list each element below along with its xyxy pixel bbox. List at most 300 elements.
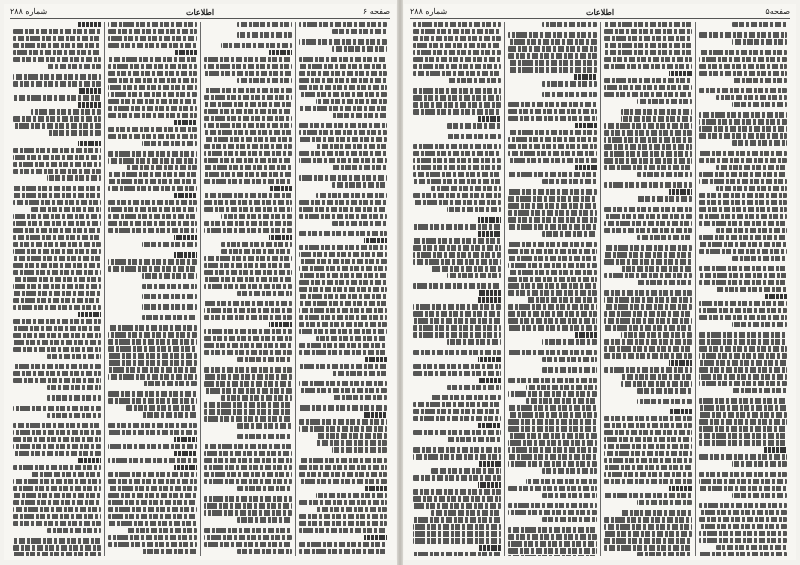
print-line (621, 332, 692, 337)
print-line (604, 325, 692, 330)
right-page-number: صفحه۵ (765, 7, 790, 16)
print-line (621, 510, 692, 515)
print-line (716, 228, 787, 233)
print-line (237, 423, 292, 428)
print-line (47, 64, 102, 69)
print-line (108, 214, 196, 219)
entry-number-mark (269, 50, 292, 55)
entry-number-mark (364, 412, 387, 417)
print-line (508, 144, 596, 149)
print-line (699, 32, 787, 37)
print-line (31, 472, 102, 477)
print-line (699, 200, 787, 205)
print-line (108, 458, 196, 463)
print-line (413, 318, 501, 323)
print-line (413, 88, 501, 93)
print-line (299, 273, 387, 278)
print-line (508, 277, 596, 282)
print-line (299, 388, 387, 393)
print-line (299, 106, 387, 111)
print-line (13, 406, 101, 411)
entry-number-mark (78, 88, 101, 93)
print-line (299, 57, 387, 62)
print-line (108, 172, 196, 177)
print-line (732, 388, 787, 393)
print-line (447, 273, 502, 278)
print-line (699, 315, 787, 320)
print-line (204, 315, 292, 320)
print-line (299, 514, 387, 519)
print-line (13, 291, 101, 296)
print-line (299, 301, 387, 306)
print-line (604, 43, 692, 48)
print-line (13, 50, 101, 55)
print-line (604, 245, 692, 250)
print-line (699, 398, 787, 403)
print-line (13, 256, 101, 261)
print-line (316, 493, 387, 498)
print-line (413, 332, 501, 337)
print-line (508, 249, 596, 254)
print-line (542, 517, 597, 522)
print-line (108, 71, 196, 76)
print-line (508, 419, 596, 424)
entry-number-mark (478, 217, 501, 222)
entry-number-mark (174, 235, 197, 240)
print-line (299, 405, 387, 410)
entry-number-mark (764, 447, 787, 452)
print-line (316, 440, 387, 445)
entry-number-mark (478, 423, 501, 428)
print-line (621, 266, 692, 271)
print-line (413, 552, 501, 556)
print-line (413, 151, 501, 156)
print-line (299, 259, 387, 264)
print-line (413, 252, 501, 257)
print-line (604, 346, 692, 351)
print-line (108, 113, 196, 118)
print-line (108, 444, 196, 449)
print-line (413, 36, 501, 41)
print-line (299, 158, 387, 163)
print-line (299, 71, 387, 76)
print-line (508, 189, 596, 194)
print-line (699, 280, 787, 285)
print-line (204, 343, 292, 348)
print-line (13, 326, 101, 331)
print-line (604, 22, 692, 27)
print-line (508, 433, 596, 438)
print-line (299, 92, 387, 97)
print-line (413, 475, 501, 480)
print-line (637, 235, 692, 240)
text-column (104, 22, 199, 556)
print-line (126, 405, 197, 410)
print-line (413, 364, 501, 369)
print-line (108, 542, 196, 547)
print-line (108, 259, 196, 264)
right-issue-number: شماره ۲۸۸ (410, 7, 448, 16)
print-line (13, 493, 101, 498)
print-line (47, 385, 102, 390)
print-line (732, 256, 787, 261)
print-line (13, 319, 101, 324)
print-line (204, 200, 292, 205)
print-line (204, 510, 292, 515)
print-line (413, 200, 501, 205)
print-line (108, 186, 196, 191)
print-line (604, 304, 692, 309)
print-line (413, 172, 501, 177)
print-line (542, 339, 597, 344)
print-line (47, 354, 102, 359)
entry-number-mark (174, 451, 197, 456)
print-line (637, 500, 692, 505)
print-line (47, 175, 102, 180)
print-line (13, 169, 101, 174)
print-line (204, 207, 292, 212)
print-line (299, 200, 387, 205)
print-line (413, 245, 501, 250)
print-line (699, 207, 787, 212)
entry-number-mark (478, 297, 501, 302)
entry-number-mark (174, 50, 197, 55)
print-line (542, 357, 597, 362)
print-line (13, 43, 101, 48)
print-line (542, 81, 597, 86)
print-line (699, 112, 787, 117)
print-line (508, 447, 596, 452)
print-line (508, 53, 596, 58)
print-line (332, 46, 387, 51)
print-line (508, 440, 596, 445)
print-line (413, 524, 501, 529)
print-line (204, 256, 292, 261)
print-line (604, 545, 692, 550)
print-line (13, 340, 101, 345)
print-line (447, 339, 502, 344)
print-line (204, 228, 292, 233)
print-line (431, 395, 502, 400)
print-line (637, 552, 692, 556)
print-line (508, 217, 596, 222)
entry-number-mark (478, 482, 501, 487)
print-line (431, 266, 502, 271)
print-line (508, 203, 596, 208)
print-line (604, 311, 692, 316)
left-page (4, 4, 396, 560)
print-line (699, 552, 787, 556)
print-line (508, 196, 596, 201)
print-line (221, 214, 292, 219)
print-line (508, 391, 596, 396)
print-line (13, 545, 101, 550)
print-line (13, 155, 101, 160)
print-line (716, 95, 787, 100)
print-line (508, 116, 596, 121)
entry-number-mark (174, 465, 197, 470)
print-line (526, 297, 597, 302)
left-page-columns (10, 22, 390, 556)
entry-number-mark (478, 357, 501, 362)
print-line (142, 273, 197, 278)
print-line (299, 287, 387, 292)
print-line (604, 252, 692, 257)
print-line (204, 535, 292, 540)
print-line (108, 266, 196, 271)
print-line (299, 280, 387, 285)
print-line (221, 242, 292, 247)
print-line (332, 29, 387, 34)
print-line (542, 468, 597, 473)
print-line (413, 109, 501, 114)
entry-number-mark (364, 486, 387, 491)
print-line (13, 486, 101, 491)
print-line (699, 133, 787, 138)
print-line (108, 151, 196, 156)
print-line (508, 109, 596, 114)
print-line (413, 517, 501, 522)
print-line (604, 64, 692, 69)
print-line (237, 486, 292, 491)
print-line (699, 367, 787, 372)
print-line (413, 158, 501, 163)
print-line (508, 32, 596, 37)
print-line (413, 531, 501, 536)
print-line (299, 214, 387, 219)
print-line (299, 207, 387, 212)
print-line (13, 277, 101, 282)
print-line (13, 228, 101, 233)
print-line (413, 538, 501, 543)
print-line (13, 214, 101, 219)
print-line (299, 64, 387, 69)
entry-number-mark (574, 74, 597, 79)
entry-number-mark (764, 294, 787, 299)
print-line (716, 186, 787, 191)
print-line (204, 416, 292, 421)
print-line (13, 242, 101, 247)
print-line (508, 158, 596, 163)
print-line (108, 398, 196, 403)
print-line (604, 290, 692, 295)
print-line (204, 158, 292, 163)
print-line (237, 357, 292, 362)
print-line (604, 158, 692, 163)
print-line (204, 116, 292, 121)
print-line (604, 85, 692, 90)
print-line (13, 57, 101, 62)
print-line (299, 479, 387, 484)
print-line (108, 486, 196, 491)
print-line (699, 151, 787, 156)
print-line (413, 193, 501, 198)
entry-number-mark (478, 116, 501, 121)
print-line (508, 318, 596, 323)
print-line (604, 36, 692, 41)
print-line (108, 353, 196, 358)
print-line (299, 315, 387, 320)
print-line (108, 493, 196, 498)
print-line (13, 116, 101, 121)
print-line (108, 228, 196, 233)
print-line (508, 224, 596, 229)
print-line (508, 67, 596, 72)
print-line (699, 405, 787, 410)
print-line (204, 277, 292, 282)
print-line (699, 353, 787, 358)
print-line (13, 36, 101, 41)
print-line (299, 458, 387, 463)
print-line (13, 186, 101, 191)
print-line (108, 367, 196, 372)
print-line (542, 92, 597, 97)
print-line (526, 479, 597, 484)
print-line (13, 347, 101, 352)
print-line (108, 158, 196, 163)
print-line (732, 493, 787, 498)
print-line (13, 235, 101, 240)
print-line (237, 434, 292, 439)
print-line (526, 385, 597, 390)
print-line (204, 144, 292, 149)
print-line (204, 479, 292, 484)
print-line (237, 22, 292, 27)
print-line (204, 409, 292, 414)
print-line (637, 388, 692, 393)
print-line (413, 304, 501, 309)
print-line (108, 57, 196, 62)
text-column (504, 22, 599, 556)
print-line (237, 549, 292, 554)
print-line (332, 221, 387, 226)
print-line (299, 521, 387, 526)
print-line (299, 266, 387, 271)
print-line (13, 378, 101, 383)
print-line (699, 454, 787, 459)
print-line (732, 22, 787, 27)
print-line (204, 367, 292, 372)
print-line (316, 433, 387, 438)
print-line (604, 151, 692, 156)
print-line (299, 343, 387, 348)
print-line (413, 283, 501, 288)
left-page-header (10, 6, 390, 19)
print-line (332, 371, 387, 376)
print-line (413, 57, 501, 62)
print-line (699, 433, 787, 438)
entry-number-mark (78, 312, 101, 317)
print-line (204, 64, 292, 69)
print-line (637, 172, 692, 177)
print-line (699, 193, 787, 198)
right-running-title: اطلاعات (585, 7, 615, 17)
print-line (699, 179, 787, 184)
print-line (413, 371, 501, 376)
print-line (508, 263, 596, 268)
print-line (13, 538, 101, 543)
print-line (413, 416, 501, 421)
print-line (13, 162, 101, 167)
print-line (508, 426, 596, 431)
print-line (47, 130, 102, 135)
print-line (413, 238, 501, 243)
print-line (237, 517, 292, 522)
print-line (621, 374, 692, 379)
print-line (13, 305, 101, 310)
print-line (204, 542, 292, 547)
print-line (299, 426, 387, 431)
print-line (413, 259, 501, 264)
print-line (332, 447, 387, 452)
print-line (13, 444, 101, 449)
print-line (204, 503, 292, 508)
print-line (508, 486, 596, 491)
print-line (604, 517, 692, 522)
print-line (204, 221, 292, 226)
print-line (13, 333, 101, 338)
print-line (299, 350, 387, 355)
print-line (508, 350, 596, 355)
print-line (699, 88, 787, 93)
print-line (413, 350, 501, 355)
print-line (47, 528, 102, 533)
print-line (604, 538, 692, 543)
print-line (316, 336, 387, 341)
print-line (508, 378, 596, 383)
print-line (108, 430, 196, 435)
print-line (299, 542, 387, 547)
print-line (299, 39, 387, 44)
print-line (332, 113, 387, 118)
print-line (31, 207, 102, 212)
print-line (204, 130, 292, 135)
print-line (699, 273, 787, 278)
print-line (108, 43, 196, 48)
print-line (542, 22, 597, 27)
right-page (404, 4, 796, 560)
text-column (200, 22, 295, 556)
print-line (699, 172, 787, 177)
print-line (108, 64, 196, 69)
print-line (732, 78, 787, 83)
print-line (13, 249, 101, 254)
print-line (13, 270, 101, 275)
print-line (13, 552, 101, 556)
print-line (508, 137, 596, 142)
print-line (413, 503, 501, 508)
print-line (108, 85, 196, 90)
print-line (732, 102, 787, 107)
print-line (142, 304, 197, 309)
print-line (108, 535, 196, 540)
print-line (204, 165, 292, 170)
print-line (13, 95, 101, 100)
print-line (508, 102, 596, 107)
print-line (699, 374, 787, 379)
print-line (413, 409, 501, 414)
print-line (637, 399, 692, 404)
print-line (13, 465, 101, 470)
print-line (637, 196, 692, 201)
print-line (13, 81, 101, 86)
print-line (108, 78, 196, 83)
print-line (108, 134, 196, 139)
print-line (604, 444, 692, 449)
print-line (413, 43, 501, 48)
print-line (699, 510, 787, 515)
print-line (699, 419, 787, 424)
